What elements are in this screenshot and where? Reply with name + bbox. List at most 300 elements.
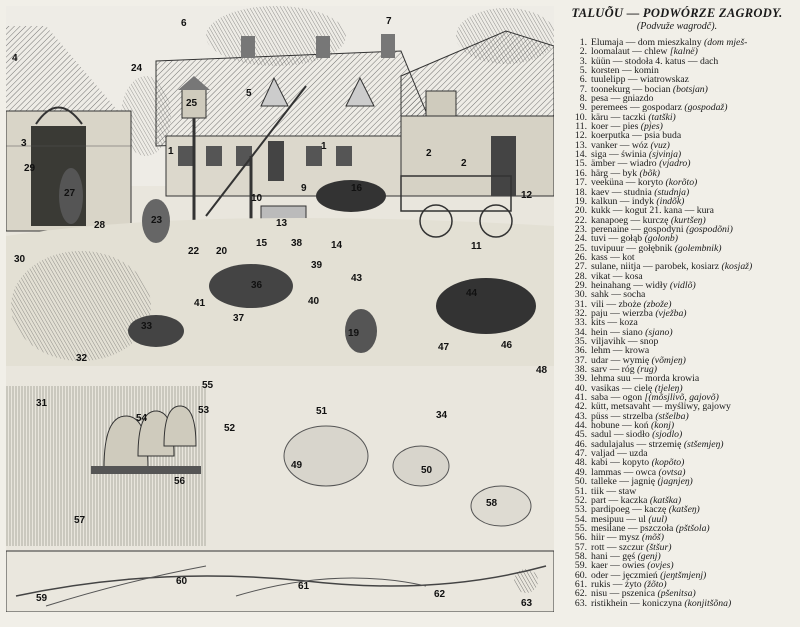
farmyard-illustration [6, 6, 554, 612]
entry-number: 1. [579, 37, 587, 48]
entry-number: 19. [574, 195, 587, 207]
entry-polish: krowa [624, 345, 650, 357]
pic-label: 62 [434, 589, 446, 600]
entry-estonian: hiir [591, 532, 605, 544]
entry-polish: świnia [621, 149, 647, 161]
entry-separator: — [617, 139, 632, 151]
entry-number: 58. [574, 550, 587, 562]
pic-label: 60 [176, 576, 188, 587]
entry-phonetic: (pjes) [640, 121, 663, 133]
entry-separator: — [611, 429, 626, 441]
entry-estonian: koerputka [591, 130, 630, 142]
entry-polish: taczki [622, 111, 646, 123]
entry-separator: — [608, 111, 623, 123]
entry-estonian: kaer [591, 560, 608, 572]
pic-label: 44 [466, 288, 478, 299]
pic-label: 63 [521, 598, 533, 609]
entry-estonian: loomalaut [591, 46, 630, 58]
pic-label: 57 [74, 515, 86, 526]
entry-estonian: veeküna [591, 177, 624, 189]
entry-number: 31. [574, 298, 587, 310]
pic-label: 30 [14, 254, 26, 265]
entry-number: 25. [574, 242, 587, 254]
entry-separator: — [629, 46, 645, 58]
entry-estonian: toonekurg [591, 83, 631, 95]
pic-label: 38 [291, 238, 303, 249]
entry-estonian: mesilane [591, 522, 626, 534]
entry-number: 32. [574, 307, 587, 319]
entry-polish: koza [619, 317, 638, 329]
entry-polish: kogut 21. kana — kura [624, 205, 714, 217]
entry-number: 40. [574, 382, 587, 394]
entry-separator: — [608, 354, 623, 366]
entry-estonian: udar [591, 354, 609, 366]
pic-label: 59 [36, 593, 48, 604]
entry-phonetic: (jeŋtšmjenj) [660, 569, 707, 581]
entry-polish: kopyto [622, 457, 650, 469]
entry-phonetic: (kopõto) [651, 457, 685, 469]
entry-estonian: rott [591, 541, 605, 553]
entry-phonetic: (zbože) [643, 298, 672, 310]
entry-separator: — [619, 65, 635, 77]
pic-label: 24 [131, 63, 143, 74]
pic-label: 32 [76, 353, 88, 364]
entry-phonetic: (vuz) [650, 139, 670, 151]
entry-number: 39. [574, 373, 587, 385]
entry-number: 28. [574, 270, 587, 282]
entry-polish: cielę [634, 382, 653, 394]
pic-label: 14 [331, 240, 343, 251]
entry-phonetic: [kalnë) [669, 46, 698, 58]
entry-number: 13. [574, 139, 587, 151]
entry-number: 29. [574, 279, 587, 291]
entry-phonetic: (gospodõni) [685, 223, 733, 235]
entry-polish: koń [634, 420, 649, 432]
entry-polish: parobek, kosiarz [655, 261, 720, 273]
entry-polish: kurczę [642, 214, 669, 226]
entry-separator: — [616, 476, 632, 488]
entry-estonian: perenaine [591, 223, 629, 235]
entry-number: 22. [574, 214, 587, 226]
entry-separator: — [607, 457, 623, 469]
entry-separator: — [634, 438, 649, 450]
entry-number: 10. [574, 111, 587, 123]
entry-polish: indyk [631, 195, 654, 207]
entry-number: 47. [574, 448, 587, 460]
entry-phonetic: (golonb) [644, 233, 678, 245]
entry-separator: — [603, 485, 619, 497]
entry-phonetic: (rug) [637, 364, 657, 376]
entry-estonian: lehma suu [591, 373, 631, 385]
entry-phonetic: (korõto) [665, 177, 698, 189]
entry-separator: — [621, 466, 636, 478]
entry-number: 50. [574, 476, 587, 488]
entry-number: 34. [574, 326, 587, 338]
entry-number: 42. [574, 401, 587, 413]
entry-number: 43. [574, 410, 587, 422]
entry-estonian: hobune [591, 420, 620, 432]
entry-estonian: kits [591, 317, 605, 329]
entry-separator: — [608, 167, 623, 179]
entry-space [658, 337, 660, 346]
entry-estonian: tuvipuur [591, 242, 624, 254]
entry-polish: gniazdo [622, 93, 654, 105]
pic-label: 34 [436, 410, 448, 421]
entry-polish: studnia [623, 186, 652, 198]
entry-polish: stodoła 4. katus — dach [624, 55, 719, 67]
entry-polish: ogon [622, 392, 643, 404]
pic-label: 2 [461, 158, 467, 169]
entry-estonian: rukis [591, 578, 611, 590]
legend-entries [557, 38, 797, 608]
entry-separator: — [630, 83, 645, 95]
entry-polish: morda krowia [645, 373, 700, 385]
entry-estonian: hein [591, 326, 608, 338]
entry-polish: wiadro [629, 158, 657, 170]
entry-polish: gęś [622, 550, 636, 562]
entry-number: 44. [574, 420, 587, 432]
entry-estonian: kaev [591, 186, 610, 198]
entry-phonetic: (võmjeŋ) [651, 354, 686, 366]
entry-estonian: viljavihk [591, 336, 626, 347]
entry-estonian: vikat [591, 270, 611, 282]
entry-number: 11. [575, 121, 587, 133]
entry-polish: ul [638, 513, 646, 525]
entry-estonian: sarv [591, 364, 608, 376]
entry-phonetic: (tatški) [648, 111, 676, 123]
entry-number: 52. [574, 494, 587, 506]
entry-separator: — [607, 550, 623, 562]
entry-phonetic: (sjodlo) [652, 429, 683, 441]
entry-separator: — [607, 326, 623, 338]
entry-number: 26. [574, 251, 587, 263]
entry-number: 5. [579, 65, 587, 77]
entry-polish: kot [622, 251, 635, 263]
entry-separator: — [617, 195, 632, 207]
entry-phonetic: (genj) [637, 550, 661, 562]
entry-polish: snop [639, 336, 659, 347]
pic-label: 51 [316, 406, 328, 417]
entry-number: 23. [574, 223, 587, 235]
entry-separator: — [625, 74, 640, 86]
pic-label: 7 [386, 16, 392, 27]
entry-estonian: talleke [591, 476, 617, 488]
entry-estonian: kukk [591, 205, 611, 217]
entry-number: 18. [574, 186, 587, 198]
entry-number: 17. [574, 177, 587, 189]
entry-polish: staw [618, 485, 637, 497]
pic-label: 16 [351, 183, 363, 194]
entry-separator: — [607, 560, 623, 572]
pic-label: 52 [224, 423, 236, 434]
entry-estonian: kabi [591, 457, 608, 469]
entry-estonian: kass [591, 251, 608, 263]
pic-label: 29 [24, 163, 36, 174]
entry-separator: — [610, 578, 625, 590]
entry-polish: psia buda [644, 130, 682, 142]
entry-separator: — [608, 121, 623, 133]
entry-separator: — [608, 569, 623, 581]
entry-phonetic: (gospodaž) [684, 102, 728, 114]
entry-number: 3. [579, 55, 587, 67]
entry-separator: — [619, 382, 635, 394]
entry-separator: — [606, 494, 621, 506]
entry-polish: gospodyni [643, 223, 684, 235]
entry-phonetic: (bõk) [639, 167, 660, 179]
entry-estonian: nisu [591, 588, 608, 600]
plant-band [6, 551, 554, 612]
entry-separator: — [623, 177, 638, 189]
pic-label: 9 [301, 183, 307, 194]
pic-label: 36 [251, 280, 263, 291]
entry-separator: — [607, 364, 622, 376]
entry-number: 59. [574, 560, 587, 572]
entry-phonetic: (stšemjeŋ) [683, 438, 724, 450]
entry-polish: kosa [624, 270, 643, 282]
entry-phonetic: [(mõsjlivõ, gajovõ) [644, 392, 719, 404]
entry-number: 62. [574, 588, 587, 600]
entry-number: 7. [579, 83, 587, 95]
pic-label: 58 [486, 498, 498, 509]
entry-estonian: kanapoeg [591, 214, 629, 226]
entry-polish: strzelba [622, 410, 653, 422]
entry-separator: — [606, 149, 622, 161]
entry-polish: owca [635, 466, 657, 478]
entry-estonian: saba [591, 392, 609, 404]
pic-label: 4 [12, 53, 18, 64]
entry-phonetic: (mõš) [641, 532, 664, 544]
pic-label: 31 [36, 398, 48, 409]
entry-polish: gołębnik [638, 242, 673, 254]
entry-separator: — [607, 251, 623, 263]
pic-label: 27 [64, 188, 76, 199]
entry-separator: — [614, 448, 630, 460]
entry-estonian: vanker [591, 139, 618, 151]
entry-number: 14. [574, 149, 587, 161]
entry-polish: dom mieszkalny [637, 37, 702, 48]
entry-phonetic: (tjeleŋ) [654, 382, 683, 394]
entry-estonian: peremees [591, 102, 628, 114]
pic-label: 56 [174, 476, 186, 487]
entry-phonetic: (vjadro) [659, 158, 691, 170]
entry-number: 63. [574, 597, 587, 609]
entry-separator: — [619, 420, 635, 432]
entry-separator: — [610, 345, 625, 357]
entry-polish: koryto [637, 177, 664, 189]
entry-separator: — [608, 289, 624, 301]
entry-estonian: pardipoeg [591, 504, 630, 516]
entry-separator: — [629, 504, 645, 516]
entry-number: 37. [574, 354, 587, 366]
pic-label: 46 [501, 340, 513, 351]
pic-label: 6 [181, 18, 187, 29]
entry-estonian: korsten [591, 65, 620, 77]
entry-separator: — [630, 279, 646, 291]
entry-phonetic: (katška) [649, 494, 682, 506]
entry-polish: wóz [631, 139, 649, 151]
pic-label: 47 [438, 342, 450, 353]
entry-number: 36. [574, 345, 587, 357]
entry-number: 53. [574, 504, 587, 516]
entry-polish: jagnię [631, 476, 656, 488]
entry-estonian: paju [591, 307, 608, 319]
entry-estonian: Elumaja [591, 37, 624, 48]
entry-phonetic: (žõto) [644, 578, 667, 590]
entry-polish: strzemię [648, 438, 682, 450]
pic-label: 39 [311, 260, 323, 271]
entry-polish: wymię [622, 354, 650, 366]
entry-phonetic: (pšenitsa) [657, 588, 696, 600]
pic-label: 55 [202, 380, 214, 391]
entry-separator: — [623, 513, 639, 525]
entry-estonian: sulane, niitja [591, 261, 641, 273]
entry-separator: — [607, 307, 623, 319]
pic-label: 50 [421, 465, 433, 476]
entry-number: 57. [574, 541, 587, 553]
entry-estonian: vasikas [591, 382, 620, 394]
entry-number: 30. [574, 289, 587, 301]
pic-label: 37 [233, 313, 245, 324]
entry-separator: — [607, 588, 622, 600]
entry-estonian: siga [591, 149, 607, 161]
entry-polish: pszenica [621, 588, 656, 600]
entry-separator: — [640, 261, 656, 273]
entry-number: 51. [574, 485, 587, 497]
entry-estonian: lammas [591, 466, 622, 478]
entry-polish: siano [622, 326, 643, 338]
pic-label: 13 [276, 218, 288, 229]
entry-phonetic: (dom mješ- [704, 37, 748, 48]
entry-estonian: valjad [591, 448, 615, 460]
entry-polish: wiatrowskaz [639, 74, 689, 86]
legend-title: TALUÕU — PODWÓRZE ZAGRODY. [571, 6, 783, 20]
entry-estonian: pesa [591, 93, 609, 105]
entry-space [731, 402, 733, 411]
entry-estonian: tuulelipp [591, 74, 626, 86]
entry-polish: byk [622, 167, 638, 179]
entry-phonetic: (kurtšeŋ) [670, 214, 706, 226]
entry-polish: bocian [644, 83, 671, 95]
entry-number: 38. [574, 364, 587, 376]
legend-subtitle: (Podvuže wagrodč). [636, 21, 718, 32]
entry-number: 54. [574, 513, 587, 525]
entry-number: 2. [579, 46, 587, 58]
pic-label: 41 [194, 298, 206, 309]
entry-estonian: härg [591, 167, 609, 179]
entry-separator: — [625, 522, 640, 534]
entry-polish: zboże [618, 298, 642, 310]
entry-estonian: heinahang [591, 279, 631, 291]
pic-label: 15 [256, 238, 268, 249]
entry-phonetic: (štšur) [646, 541, 672, 553]
entry-separator: — [610, 205, 625, 217]
pic-label: 48 [536, 365, 548, 376]
entry-separator: — [608, 93, 623, 105]
entry-number: 33. [574, 317, 587, 329]
entry-phonetic: (vidlõ) [669, 279, 696, 291]
pic-label: 23 [151, 215, 163, 226]
entry-polish: kaczę [644, 504, 667, 516]
entry-phonetic: (katšeŋ) [668, 504, 700, 516]
entry-polish: siodło [625, 429, 650, 441]
entry-estonian: sadulajalus [591, 438, 635, 450]
entry-polish: mysz [618, 532, 640, 544]
entry-polish: kaczka [620, 494, 648, 506]
pic-label: 19 [348, 328, 360, 339]
entry-number: 48. [574, 457, 587, 469]
entry-phonetic: (golembnik) [674, 242, 722, 254]
entry-separator: — [628, 223, 644, 235]
entry-polish: myśliwy, gajowy [664, 401, 731, 413]
entry-estonian: ämber [591, 158, 616, 170]
pic-label: 10 [251, 193, 263, 204]
pic-label: 22 [188, 246, 200, 257]
entry-number: 35. [574, 336, 587, 347]
entry-phonetic: (ovjes) [647, 560, 674, 572]
entry-number: 55. [574, 522, 587, 534]
entry-separator: — [608, 410, 623, 422]
pic-label: 53 [198, 405, 210, 416]
entry-phonetic: (vježba) [655, 307, 687, 319]
vocabulary-legend [557, 4, 797, 619]
entry-polish: widły [645, 279, 668, 291]
entry-space [681, 131, 683, 140]
entry-separator: — [604, 541, 619, 553]
entry-polish: jęczmień [622, 569, 658, 581]
entry-polish: róg [621, 364, 635, 376]
pic-label: 28 [94, 220, 106, 231]
entry-separator: — [628, 214, 643, 226]
entry-phonetic: (indõk) [656, 195, 685, 207]
entry-estonian: käru [591, 111, 609, 123]
entry-number: 56. [574, 532, 587, 544]
entry-space [699, 374, 701, 383]
entry-phonetic: (uul) [648, 513, 668, 525]
entry-separator: — [625, 336, 640, 347]
entry-polish: pies [622, 121, 639, 133]
entry-phonetic: (ovtsa) [658, 466, 686, 478]
legend-entry [571, 599, 797, 608]
pic-label: 2 [426, 148, 432, 159]
entry-estonian: oder [591, 569, 609, 581]
entry-separator: — [627, 597, 643, 609]
entry-phonetic: (sjvinja) [648, 149, 682, 161]
entry-number: 16. [574, 167, 587, 179]
entry-number: 8. [579, 93, 587, 105]
entry-polish: szczur [618, 541, 644, 553]
pic-label: 12 [521, 190, 533, 201]
entry-phonetic: (studnja) [654, 186, 690, 198]
entry-separator: — [605, 317, 620, 329]
entry-separator: — [629, 130, 645, 142]
entry-separator: — [610, 270, 625, 282]
entry-estonian: püss [591, 410, 609, 422]
entry-polish: socha [623, 289, 646, 301]
entry-phonetic: (konjitšõna) [684, 597, 732, 609]
entry-estonian: kalkun [591, 195, 618, 207]
entry-number: 46. [574, 438, 587, 450]
entry-number: 49. [574, 466, 587, 478]
entry-phonetic: (botsjan) [672, 83, 708, 95]
entry-number: 12. [574, 130, 587, 142]
entry-estonian: sadul [591, 429, 612, 441]
entry-separator: — [604, 532, 619, 544]
entry-estonian: ristikhein [591, 597, 628, 609]
entry-phonetic: (kosjaž) [721, 261, 753, 273]
entry-space [718, 57, 720, 66]
entry-polish: pszczoła [639, 522, 674, 534]
entry-polish: komin [634, 65, 659, 77]
